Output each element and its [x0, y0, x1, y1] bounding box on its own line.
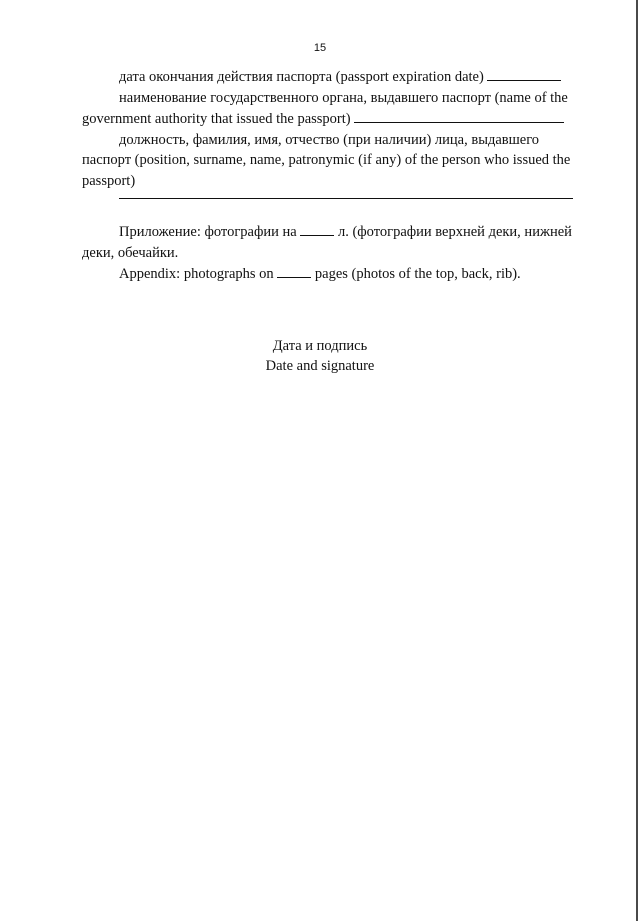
expiration-date-field: [82, 66, 596, 88]
issuer-field-cont: [82, 150, 596, 171]
issuer-field: [82, 130, 596, 151]
appendix-en-before: Appendix: photographs on: [119, 266, 274, 282]
appendix-ru-cont: [82, 243, 596, 264]
page-number: 15: [313, 42, 327, 54]
signature-block: [0, 336, 640, 376]
appendix-en-after: pages (photos of the top, back, rib).: [314, 266, 521, 282]
signature-label-en: Date and signature: [265, 358, 375, 374]
expiration-date-blank: [487, 66, 561, 81]
issuer-label-line1: должность, фамилия, имя, отчество (при наличии) лица, выдавшего: [119, 131, 540, 148]
authority-label-line2: government authority that issued the passport): [82, 111, 351, 127]
page-edge: [636, 0, 638, 921]
appendix-ru-after: л. (фотографии верхней деки, нижней: [337, 224, 572, 240]
appendix-ru-blank: [300, 221, 334, 236]
appendix-en-blank: [277, 263, 311, 278]
issuer-label-line2: паспорт (position, surname, name, patronymic (if any) of the person who issued the: [82, 152, 571, 168]
appendix-en: [82, 263, 596, 285]
authority-blank: [354, 108, 564, 123]
issuer-label-line3: passport): [82, 172, 136, 189]
document-body: [82, 66, 596, 285]
appendix-ru: [82, 221, 596, 243]
authority-label-line1: наименование государственного органа, выдавшего паспорт (name of the: [119, 89, 568, 106]
authority-field: [82, 88, 596, 109]
signature-label-ru: Дата и подпись: [272, 338, 368, 354]
authority-field-cont: [82, 108, 596, 130]
appendix-ru-line2: деки, обечайки.: [82, 244, 179, 261]
appendix-ru-before: Приложение: фотографии на: [119, 224, 297, 240]
expiration-date-label: дата окончания действия паспорта (passport expiration date): [119, 69, 484, 85]
issuer-field-cont2: [82, 171, 596, 192]
